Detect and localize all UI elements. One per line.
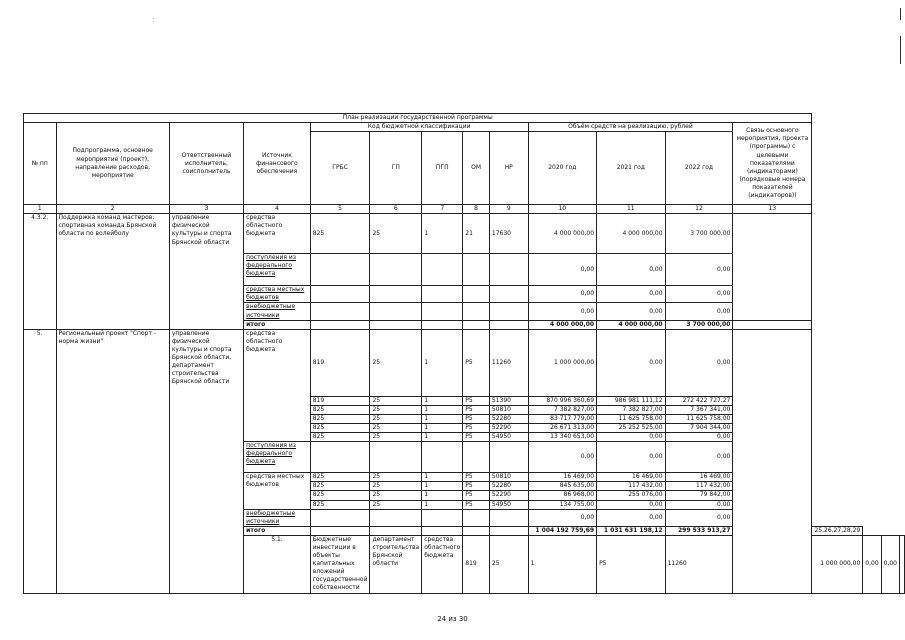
source-extrabudgetary: внебюджетные источники [244,509,311,526]
amount-2021: 0,00 [597,433,666,442]
plan-table [23,113,905,594]
col-number: 13 [733,205,812,214]
source-regional-budget: средства областного бюджета [244,214,311,254]
np-cell [489,509,528,526]
plan-title: План реализации государственной программы [24,114,812,123]
om-cell: 21 [463,214,490,254]
om-cell: P5 [463,414,490,423]
np-cell: 52280 [489,482,528,491]
amount-2020: 1 000 000,00 [528,329,597,396]
scan-edge-mark [900,36,901,64]
col-number: 11 [597,205,666,214]
indicator-link-cell [733,320,812,329]
responsible-executor: департамент строительства Брянской области [370,535,422,593]
gp-cell [370,442,422,473]
amount-2020: 845 635,00 [528,482,597,491]
indicator-link-cell [733,329,812,593]
col-header-2020: 2020 год [528,132,597,205]
amount-2020: 0,00 [528,442,597,473]
grbs-cell: 825 [310,414,370,423]
grbs-cell: 825 [310,473,370,482]
grbs-cell [310,526,370,535]
amount-2021: 7 382 827,00 [597,405,666,414]
col-number: 8 [463,205,490,214]
amount-2020: 26 671 313,00 [528,424,597,433]
amount-2022: 3 700 000,00 [665,214,733,254]
responsible-executor: управление физической культуры и спорта Брянской области, департамент строительства Брянской области [169,329,243,593]
gp-cell [370,286,422,303]
amount-2022: 0,00 [665,286,733,303]
amount-2021: 0,00 [597,442,666,473]
gp-cell: 25 [370,396,422,405]
total-2020: 4 000 000,00 [528,320,597,329]
amount-2021: 255 076,00 [597,491,666,500]
grbs-cell [310,509,370,526]
amount-2022: 0,00 [665,433,733,442]
gp-cell: 25 [370,214,422,254]
om-cell [463,254,490,286]
scan-speck [153,18,154,19]
amount-2021: 4 000 000,00 [597,214,666,254]
om-cell [463,442,490,473]
gp-cell: 25 [370,433,422,442]
pgp-cell [422,442,463,473]
gp-cell [370,509,422,526]
col-header-2022: 2022 год [665,132,733,205]
measure-name: Бюджетные инвестиции в объекты капитальных вложений государственной собственности [310,535,370,593]
gp-cell: 25 [370,491,422,500]
row-number: 4.3.2. [24,214,57,329]
source-federal-budget: поступления из федерального бюджета [244,442,311,473]
amount-2021: 11 625 758,00 [597,414,666,423]
source-regional-budget: средства областного бюджета [244,329,311,441]
col-number: 9 [489,205,528,214]
col-number: 5 [310,205,370,214]
pgp-cell: 1 [528,535,597,593]
pgp-cell [422,526,463,535]
om-cell: P5 [463,491,490,500]
np-cell [489,526,528,535]
amount-2021: 0,00 [863,535,881,593]
col-header-source: Источник финансового обеспечения [244,123,311,205]
om-cell [463,320,490,329]
amount-2022: 0,00 [881,535,899,593]
source-local-budgets: средства местных бюджетов [244,473,311,509]
gp-cell: 25 [370,414,422,423]
pgp-cell [422,254,463,286]
np-cell: 17630 [489,214,528,254]
om-cell [463,509,490,526]
col-header-link: Связь основного мероприятия, проекта (программы) с целевыми показателями (индикаторами) (порядковые номера показателей (индикаторов)) [733,123,812,205]
np-cell [489,254,528,286]
total-2022: 299 533 913,27 [665,526,733,535]
om-cell [463,286,490,303]
amount-2021: 0,00 [597,303,666,320]
gp-cell: 25 [489,535,528,593]
gp-cell [370,526,422,535]
grbs-cell: 825 [310,405,370,414]
amount-2022: 117 432,00 [665,482,733,491]
pgp-cell: 1 [422,405,463,414]
col-number: 2 [56,205,169,214]
col-header-2021: 2021 год [597,132,666,205]
amount-2021: 0,00 [597,254,666,286]
grbs-cell [310,320,370,329]
pgp-cell: 1 [422,424,463,433]
om-cell: P5 [463,473,490,482]
np-cell: 50810 [489,473,528,482]
col-number: 10 [528,205,597,214]
gp-cell: 25 [370,329,422,396]
gp-cell [370,320,422,329]
grbs-cell [310,254,370,286]
pgp-cell: 1 [422,482,463,491]
pgp-cell: 1 [422,214,463,254]
grbs-cell: 825 [310,433,370,442]
amount-2022: 7 904 344,00 [665,424,733,433]
gp-cell: 25 [370,424,422,433]
total-2021: 1 031 631 198,12 [597,526,666,535]
amount-2022: 0,00 [665,254,733,286]
np-cell: 51390 [489,396,528,405]
amount-2021: 0,00 [597,286,666,303]
amount-2020: 0,00 [528,303,597,320]
funds-header: Объём средств на реализацию, рублей [528,123,733,132]
total-2021: 4 000 000,00 [597,320,666,329]
total-2020: 1 004 192 759,69 [528,526,597,535]
gp-cell: 25 [370,500,422,509]
grbs-cell: 825 [310,424,370,433]
om-cell: P5 [597,535,666,593]
indicator-link-cell [900,535,905,593]
amount-2021: 0,00 [597,500,666,509]
col-number: 3 [169,205,243,214]
col-header-responsible: Ответственный исполнитель, соисполнитель [169,123,243,205]
om-cell [463,526,490,535]
amount-2022: 0,00 [665,509,733,526]
measure-name: Поддержка команд мастеров: спортивная команда Брянской области по волейболу [56,214,169,329]
amount-2020: 4 000 000,00 [528,214,597,254]
page-number: 24 из 30 [437,615,468,623]
amount-2020: 86 968,00 [528,491,597,500]
col-header-om: ОМ [463,132,490,205]
np-cell: 52280 [489,414,528,423]
amount-2021: 25 252 525,00 [597,424,666,433]
grbs-cell: 825 [310,214,370,254]
total-2022: 3 700 000,00 [665,320,733,329]
amount-2020: 134 755,00 [528,500,597,509]
amount-2021: 986 981 111,12 [597,396,666,405]
pgp-cell: 1 [422,491,463,500]
amount-2022: 16 469,00 [665,473,733,482]
amount-2022: 0,00 [665,500,733,509]
scan-edge-mark [900,8,901,20]
pgp-cell: 1 [422,500,463,509]
np-cell [489,303,528,320]
pgp-cell: 1 [422,396,463,405]
indicator-link: 25,26,27,28,29 [812,526,863,535]
grbs-cell: 825 [310,500,370,509]
total-label: итого [244,320,311,329]
amount-2020: 16 469,00 [528,473,597,482]
source-regional-budget: средства областного бюджета [422,535,463,593]
om-cell: P5 [463,329,490,396]
amount-2022: 79 842,00 [665,491,733,500]
pgp-cell [422,320,463,329]
om-cell: P5 [463,433,490,442]
indicator-link-cell [733,214,812,320]
amount-2021: 117 432,00 [597,482,666,491]
col-header-num: № пп [24,123,57,205]
om-cell: P5 [463,482,490,491]
gp-cell: 25 [370,473,422,482]
col-header-pgp: ПГП [422,132,463,205]
grbs-cell: 819 [463,535,490,593]
grbs-cell: 819 [310,396,370,405]
col-number: 1 [24,205,57,214]
col-number: 7 [422,205,463,214]
total-label: итого [244,526,311,535]
amount-2021: 16 469,00 [597,473,666,482]
np-cell [489,442,528,473]
np-cell: 52290 [489,424,528,433]
om-cell: P5 [463,500,490,509]
project-name: Региональный проект "Спорт - норма жизни" [56,329,169,593]
om-cell: P5 [463,396,490,405]
plan-table-sheet [23,113,905,594]
amount-2021: 0,00 [597,329,666,396]
row-number: 5. [24,329,57,593]
pgp-cell: 1 [422,473,463,482]
col-header-gp: ГП [370,132,422,205]
grbs-cell [310,303,370,320]
amount-2020: 0,00 [528,509,597,526]
grbs-cell: 819 [310,329,370,396]
pgp-cell [422,303,463,320]
pgp-cell: 1 [422,433,463,442]
budget-code-header: Код бюджетной классификации [310,123,528,132]
amount-2022: 272 422 727,27 [665,396,733,405]
col-header-subprogram: Подпрограмма, основное мероприятие (проект), направление расходов, мероприятие [56,123,169,205]
np-cell: 54950 [489,500,528,509]
gp-cell [370,254,422,286]
amount-2021: 0,00 [597,509,666,526]
np-cell: 11260 [489,329,528,396]
amount-2020: 0,00 [528,286,597,303]
amount-2022: 11 625 758,00 [665,414,733,423]
pgp-cell: 1 [422,414,463,423]
amount-2020: 870 996 360,69 [528,396,597,405]
row-number: 5.1. [244,535,311,593]
col-header-np: НР [489,132,528,205]
gp-cell [370,303,422,320]
amount-2020: 0,00 [528,254,597,286]
np-cell: 50810 [489,405,528,414]
amount-2022: 7 367 341,00 [665,405,733,414]
grbs-cell: 825 [310,491,370,500]
pgp-cell [422,286,463,303]
amount-2020: 13 340 653,00 [528,433,597,442]
source-local-budgets: средства местных бюджетов [244,286,311,303]
gp-cell: 25 [370,405,422,414]
np-cell [489,286,528,303]
amount-2022: 0,00 [665,442,733,473]
om-cell: P5 [463,424,490,433]
grbs-cell: 825 [310,482,370,491]
col-header-grbs: ГРБС [310,132,370,205]
np-cell: 52290 [489,491,528,500]
amount-2020: 83 717 779,00 [528,414,597,423]
col-number: 6 [370,205,422,214]
grbs-cell [310,442,370,473]
gp-cell: 25 [370,482,422,491]
amount-2020: 7 382 827,00 [528,405,597,414]
amount-2022: 0,00 [665,329,733,396]
responsible-executor: управление физической культуры и спорта Брянской области [169,214,243,329]
om-cell: P5 [463,405,490,414]
col-number: 12 [665,205,733,214]
grbs-cell [310,286,370,303]
pgp-cell: 1 [422,329,463,396]
np-cell: 54950 [489,433,528,442]
pgp-cell [422,509,463,526]
np-cell [489,320,528,329]
col-number: 4 [244,205,311,214]
source-federal-budget: поступления из федерального бюджета [244,254,311,286]
source-extrabudgetary: внебюджетные источники [244,303,311,320]
amount-2020: 1 000 000,00 [812,535,863,593]
np-cell: 11260 [665,535,733,593]
om-cell [463,303,490,320]
amount-2022: 0,00 [665,303,733,320]
